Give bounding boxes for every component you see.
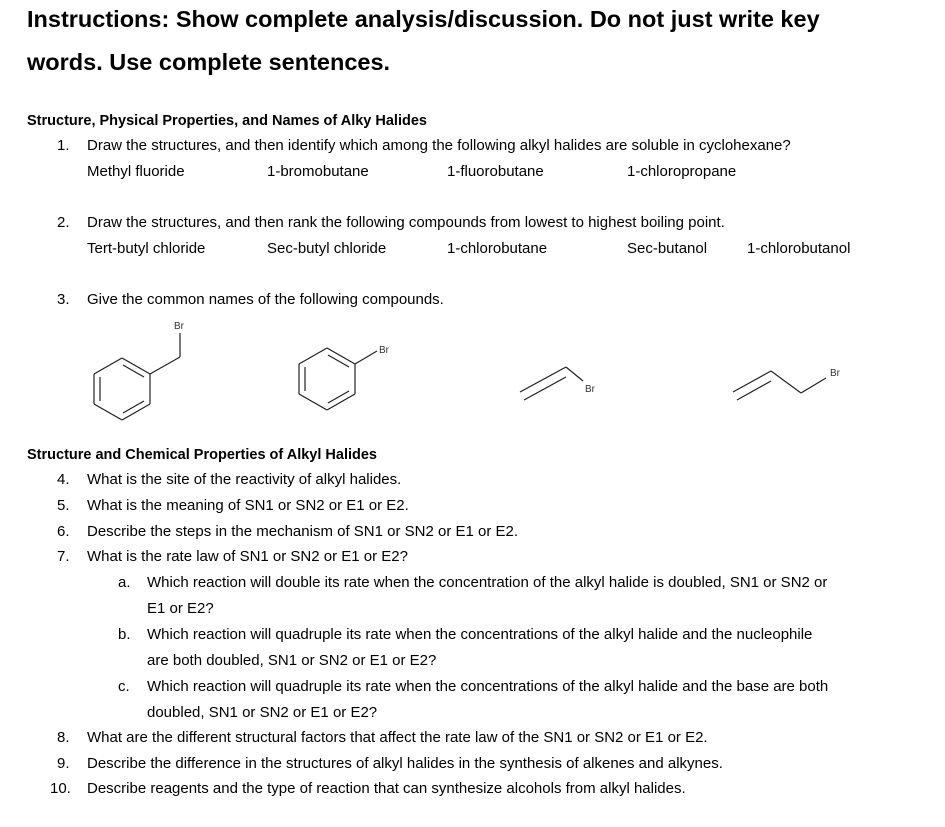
q7b-text: Which reaction will quadruple its rate when the concentrations of the alkyl halide and the nucleophile <box>147 626 813 643</box>
br-label: Br <box>830 368 840 379</box>
q1-item: 1-chloropropane <box>627 163 737 180</box>
instructions-line-1: Instructions: Show complete analysis/discussion. Do not just write key <box>27 6 820 32</box>
q5-number: 5. <box>57 497 70 514</box>
q6-text: Describe the steps in the mechanism of SN1 or SN2 or E1 or E2. <box>87 523 519 540</box>
q5-text: What is the meaning of SN1 or SN2 or E1 or E2. <box>87 497 409 514</box>
q4-text: What is the site of the reactivity of alkyl halides. <box>87 471 402 488</box>
q7b-letter: b. <box>118 626 131 643</box>
section1-title: Structure, Physical Properties, and Names of Alky Halides <box>27 113 427 129</box>
q3-text: Give the common names of the following compounds. <box>87 291 444 308</box>
q7a-text-cont: E1 or E2? <box>147 600 214 617</box>
instructions-line-2: words. Use complete sentences. <box>27 49 391 75</box>
q10-number: 10. <box>50 780 71 797</box>
q1-item: Methyl fluoride <box>87 163 185 180</box>
q8-text: What are the different structural factors that affect the rate law of the SN1 or SN2 or E1 or E2. <box>87 729 708 746</box>
q2-item: Sec-butanol <box>627 240 708 257</box>
q2-text: Draw the structures, and then rank the following compounds from lowest to highest boiling point. <box>87 214 725 231</box>
section2-title: Structure and Chemical Properties of Alkyl Halides <box>27 447 377 463</box>
q3-number: 3. <box>57 291 70 308</box>
q7b-text-cont: are both doubled, SN1 or SN2 or E1 or E2? <box>147 652 437 669</box>
q1-item: 1-fluorobutane <box>447 163 544 180</box>
bromobenzene-structure <box>299 345 390 410</box>
q8-number: 8. <box>57 729 70 746</box>
q7a-text: Which reaction will double its rate when the concentration of the alkyl halide is doubled, SN1 or SN2 or <box>147 574 828 591</box>
allyl-bromide-structure <box>733 368 841 400</box>
q7c-text: Which reaction will quadruple its rate when the concentrations of the alkyl halide and the base are both <box>147 678 829 695</box>
q6-number: 6. <box>57 523 70 540</box>
br-label: Br <box>174 321 184 332</box>
q9-number: 9. <box>57 755 70 772</box>
benzyl-bromide-structure <box>94 321 185 420</box>
q7c-text-cont: doubled, SN1 or SN2 or E1 or E2? <box>147 704 378 721</box>
q7-text: What is the rate law of SN1 or SN2 or E1 or E2? <box>87 548 408 565</box>
br-label: Br <box>585 384 595 395</box>
q2-item: Sec-butyl chloride <box>267 240 387 257</box>
q4-number: 4. <box>57 471 70 488</box>
q7a-letter: a. <box>118 574 131 591</box>
q2-item: 1-chlorobutane <box>447 240 548 257</box>
q7-number: 7. <box>57 548 70 565</box>
q1-number: 1. <box>57 137 70 154</box>
q7c-letter: c. <box>118 678 130 695</box>
q1-text: Draw the structures, and then identify which among the following alkyl halides are soluble in cyclohexane? <box>87 137 791 154</box>
q1-item: 1-bromobutane <box>267 163 369 180</box>
q10-text: Describe reagents and the type of reaction that can synthesize alcohols from alkyl halides. <box>87 780 686 797</box>
q9-text: Describe the difference in the structures of alkyl halides in the synthesis of alkenes and alkynes. <box>87 755 723 772</box>
br-label: Br <box>379 345 389 356</box>
q2-number: 2. <box>57 214 70 231</box>
q2-item: Tert-butyl chloride <box>87 240 206 257</box>
vinyl-bromide-structure <box>520 367 596 400</box>
q2-item: 1-chlorobutanol <box>747 240 851 257</box>
